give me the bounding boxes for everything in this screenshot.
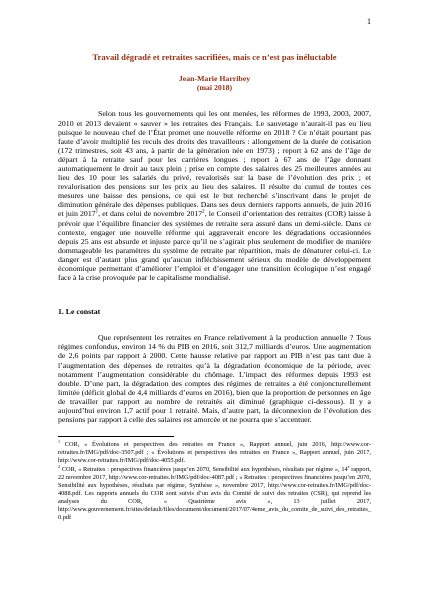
footnote-1 <box>58 441 371 465</box>
section-heading: 1. Le constat <box>58 307 101 317</box>
footnote-marker: 1 <box>58 439 61 445</box>
footnote-marker: 2 <box>58 463 61 469</box>
intro-paragraph <box>58 109 371 282</box>
ordinal-suffix: e <box>347 463 350 469</box>
footnote-text: COR, « Évolutions et perspectives des retraites en France », Rapport annuel, juin 2016, http://www.cor-retraites.fr/IMG/pdf/doc-3507.pdf ; « Évolutions et perspectives des retraites en France », Rapport annuel, juin 2017, http://www.cor-retraites.fr/IMG/pdf/doc-4055.pdf. <box>58 441 371 465</box>
footnotes <box>58 441 371 522</box>
section-paragraph: Que représentent les retraites en France relativement à la production annuelle ? Tous régimes confondus, environ 14 % du PIB en 2016, soit 312,7 milliards d’euros. Une augmentation de 2,6 points par rapport à 2000. Cette hausse relative par rapport au PIB n’est pas tant due à l’augmentation des dépenses de retraites qu’à la dégradation économique de la période, avec notamment l’augmentation considérable du chômage. L’impact des réformes depuis 1993 est double. D’une part, la dégradation des comptes des régimes de retraites a été conjoncturellement limitée (déficit global de 4,4 milliards d’euros en 2016), bien que la proportion de personnes en âge de travailler par rapport au nombre de retraités ait diminué (graphique ci-dessous). Il y a aujourd’hui environ 1,7 actif pour 1 retraité. Mais, d’autre part, la déconnexion de l’évolution des pensions par rapport à celle des salaires est amorcée et ne pourra que s’accentuer. <box>58 333 371 425</box>
footnote-ref-2: 2 <box>202 208 205 215</box>
page-content <box>58 52 371 522</box>
intro-text-part-3: , le Conseil d’orientation des retraites (COR) laisse à prévoir que l’équilibre financier des systèmes de retraite sera assuré dans un demi-siècle. Dans ce contexte, engager une nouvelle réforme qui aggraverait encore les dégradations occasionnées depuis 25 ans est absurde et injuste parce qu’il ne s’agirait plus seulement de modifier de manière dommageable les paramètres du système de retraite par répartition, mais de dénaturer celui-ci. Le danger est d’autant plus grand qu’aucun infléchissement sérieux du modèle de développement économique permettant d’améliorer l’emploi et d’engager une transition écologique n’est engagé face à la crise provoquée par le capitalisme mondialisé. <box>58 209 372 283</box>
article-title: Travail dégradé et retraites sacrifiées, mais ce n’est pas inéluctable <box>92 52 337 62</box>
footnote-text-part-2: rapport, 22 novembre 2017, http://www.cor-retraites.fr/IMG/pdf/doc-4087.pdf ; « Retraites : perspectives financières jusqu’en 2070, Sensibilité aux hypothèses, résultats par régime, Synthèse », novembre 2017, http://www.cor-retraites.fr/IMG/pdf/doc-4088.pdf. Les rapports annuels du COR sont suivis d’un avis du Comité de suivi des retraites (CSR), qui reprend les analyses du COR, « Quatrième avis », 13 juillet 2017, http://www.gouvernement.fr/sites/default/files/document/document/2017/07/4eme_avis_du_comite_de_suivi_des_retraites_0.pdf <box>58 465 371 522</box>
publication-date: (mai 2018) <box>196 83 233 93</box>
author-name: Jean-Marie Harribey <box>178 74 251 83</box>
footnote-text-part-1: COR, « Retraites : perspectives financières jusqu’en 2070, Sensibilité aux hypothèses, résultats par régime », 14 <box>60 465 348 473</box>
page-number: 1 <box>367 17 371 26</box>
footnote-ref-1: 1 <box>95 208 99 215</box>
footnote-separator <box>58 436 174 437</box>
intro-text-part-2: , et dans celui de novembre 2017 <box>98 209 203 219</box>
footnote-2 <box>58 463 371 523</box>
intro-text-part-1: Selon tous les gouvernements qui les ont menées, les réformes de 1993, 2003, 2007, 2010 et 2013 devaient « sauver » les retraites des Français. Le sauvetage n’aurait-il pas eu lieu puisque le nouveau chef de l’État promet une nouvelle réforme en 2018 ? Ce n’était pourtant pas faute d’avoir multiplié les reculs des droits des travailleurs : allongement de la durée de cotisation (172 trimestres, soit 43 ans, à partir de la génération née en 1973) ; report à 62 ans de l’âge de départ à la retraite sauf pour les carrières longues ; report à 67 ans de l’âge donnant automatiquement le droit au taux plein ; prise en compte des salaires des 25 meilleures années au lieu des 10 pour les salariés du privé, revalorisés sur la base de l’évolution des prix ; et revalorisation des pensions sur les prix au lieu des salaires. Il résulte du cumul de toutes ces mesures une baisse des pensions, ce qui est le but recherché s’inscrivant dans le projet de diminution générale des dépenses publiques. Dans ses deux derniers rapports annuels, de juin 2016 et juin 2017 <box>58 109 371 219</box>
